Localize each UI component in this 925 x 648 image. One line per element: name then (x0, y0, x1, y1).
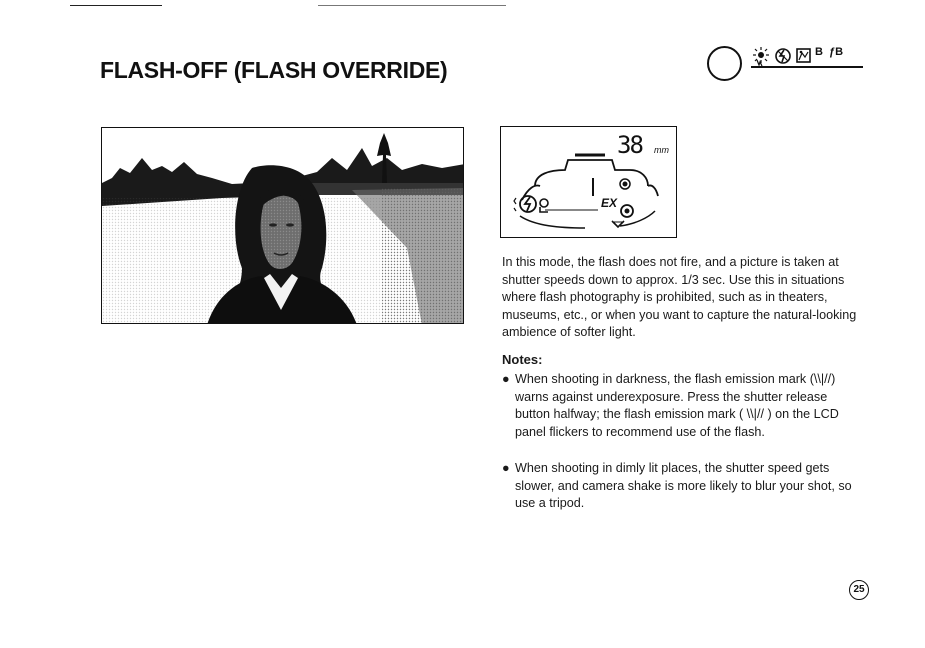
mode-icon-strip (751, 44, 863, 68)
notes-heading: Notes: (502, 352, 543, 367)
red-eye-icon (620, 179, 633, 217)
page-number: 25 (849, 580, 869, 600)
flash-off-icon (514, 196, 536, 212)
lcd-focal-unit: mm (654, 145, 669, 155)
night-portrait-icon (797, 49, 810, 62)
mode-label-b: B (815, 46, 823, 58)
selected-mode-circle (707, 46, 742, 81)
mode-underline (751, 66, 863, 68)
page-title: FLASH-OFF (FLASH OVERRIDE) (100, 57, 448, 83)
auto-flash-icon (753, 47, 769, 66)
lcd-focal-length: 38 (617, 131, 642, 159)
mode-description: In this mode, the flash does not fire, and a picture is taken at shutter speeds down to approx. 1/3 sec. Use this in situations where flash photography is prohibited, such as in theaters, museums, etc., or when you want to capture the natural-looking ambience of softer light. (502, 255, 857, 339)
lcd-exposure-label: EX (601, 196, 618, 210)
note-item (502, 460, 864, 513)
photo-woman-at-shore (101, 127, 464, 324)
note-text: When shooting in darkness, the flash emission mark (\\|//) warns against underexposure. Press the shutter release button halfway; the flash emission mark ( \\|// ) on the LCD panel flickers to recommend use of the flash. (515, 372, 839, 439)
top-rule-left (70, 5, 162, 6)
bullet-icon: ● (502, 372, 510, 386)
flash-off-icon (776, 49, 790, 63)
camera-body-outline (500, 126, 677, 238)
top-rule-right (318, 5, 506, 6)
note-text: When shooting in dimly lit places, the shutter speed gets slower, and camera shake is more likely to blur your shot, so use a tripod. (515, 461, 852, 510)
note-item (502, 371, 864, 441)
bullet-icon: ● (502, 461, 510, 475)
mode-label-flash-b: ƒB (829, 46, 844, 58)
